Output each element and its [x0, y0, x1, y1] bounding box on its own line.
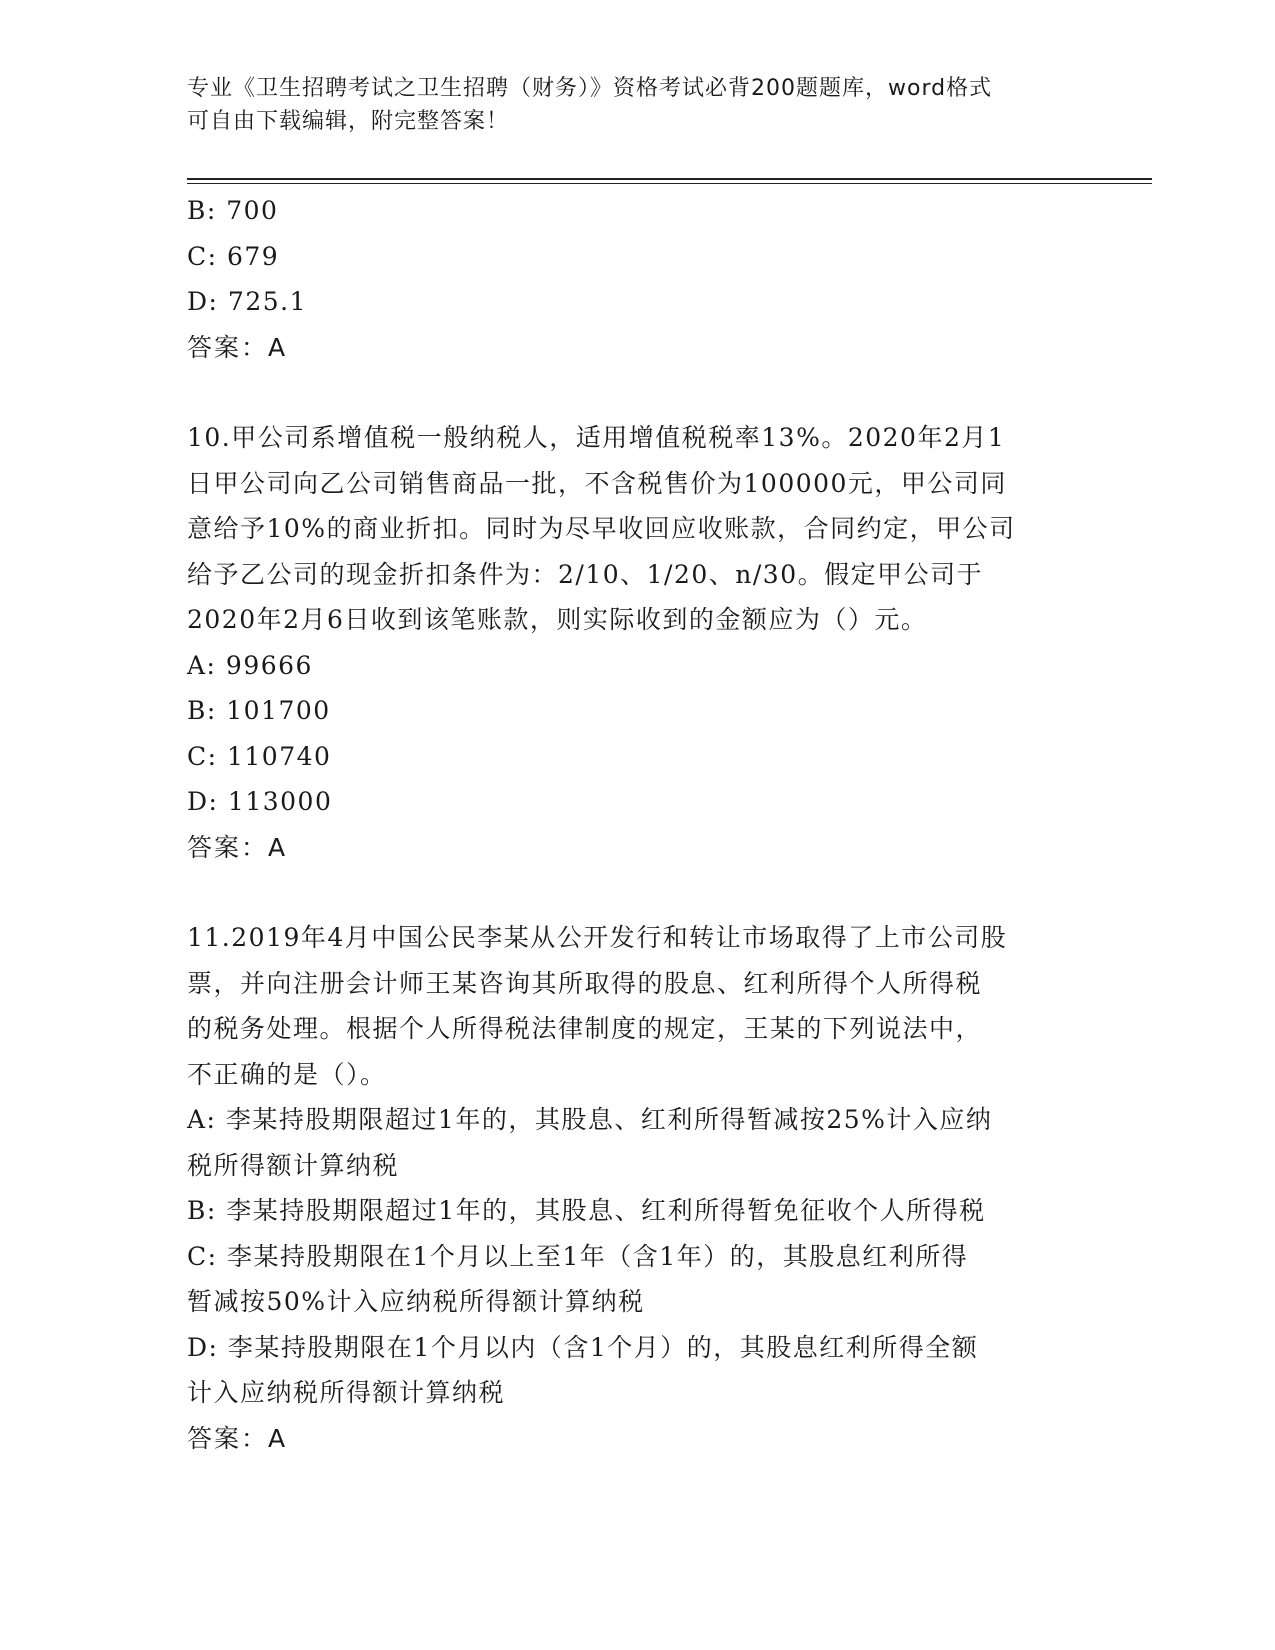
q10-stem-line: 意给予10%的商业折扣。同时为尽早收回应收账款，合同约定，甲公司: [187, 514, 1016, 543]
q11-answer: 答案：A: [187, 1423, 288, 1453]
header-divider-thin: [187, 183, 1152, 184]
header-line-1: 专业《卫生招聘考试之卫生招聘（财务）》资格考试必背200题题库，word格式: [187, 76, 993, 101]
header-line-2: 可自由下载编辑，附完整答案！: [187, 109, 510, 134]
q9-option-b: B: 700: [187, 196, 279, 225]
document-body: [187, 188, 1087, 1461]
q11-stem-line: 的税务处理。根据个人所得税法律制度的规定，王某的下列说法中，: [187, 1014, 983, 1043]
q11-option-d-cont: 计入应纳税所得额计算纳税: [187, 1378, 506, 1407]
q11-option-a-cont: 税所得额计算纳税: [187, 1150, 400, 1180]
q9-answer: 答案：A: [187, 332, 288, 362]
q11-option-b: B: 李某持股期限超过1年的，其股息、红利所得暂免征收个人所得税: [187, 1196, 986, 1225]
q9-option-d: D: 725.1: [187, 287, 307, 316]
question-9-block: [187, 188, 1087, 370]
q10-answer: 答案：A: [187, 832, 288, 862]
header-divider-thick: [187, 178, 1152, 180]
q11-option-c: C: 李某持股期限在1个月以上至1年（含1年）的，其股息红利所得: [187, 1241, 969, 1271]
q11-option-a: A: 李某持股期限超过1年的，其股息、红利所得暂减按25%计入应纳: [187, 1105, 993, 1134]
q10-option-d: D: 113000: [187, 787, 333, 816]
question-10-block: [187, 415, 1087, 870]
page-header: [187, 72, 1087, 138]
q10-option-a: A: 99666: [187, 650, 313, 680]
q11-stem-line: 11.2019年4月中国公民李某从公开发行和转让市场取得了上市公司股: [187, 923, 1008, 952]
q10-stem-line: 给予乙公司的现金折扣条件为：2/10、1/20、n/30。假定甲公司于: [187, 559, 984, 589]
question-11-block: [187, 915, 1087, 1461]
q9-option-c: C: 679: [187, 241, 280, 271]
q11-stem-line: 不正确的是（）。: [187, 1059, 387, 1089]
q10-option-c: C: 110740: [187, 741, 332, 771]
q11-option-d: D: 李某持股期限在1个月以内（含1个月）的，其股息红利所得全额: [187, 1332, 979, 1362]
q11-stem-line: 票，并向注册会计师王某咨询其所取得的股息、红利所得个人所得税: [187, 968, 983, 998]
q10-stem-line: 日甲公司向乙公司销售商品一批，不含税售价为100000元，甲公司同: [187, 468, 1007, 498]
q10-option-b: B: 101700: [187, 696, 331, 725]
q11-option-c-cont: 暂减按50%计入应纳税所得额计算纳税: [187, 1287, 645, 1316]
q10-stem-line: 2020年2月6日收到该笔账款，则实际收到的金额应为（）元。: [187, 605, 928, 634]
q10-stem-line: 10.甲公司系增值税一般纳税人，适用增值税税率13%。2020年2月1: [187, 423, 1006, 452]
